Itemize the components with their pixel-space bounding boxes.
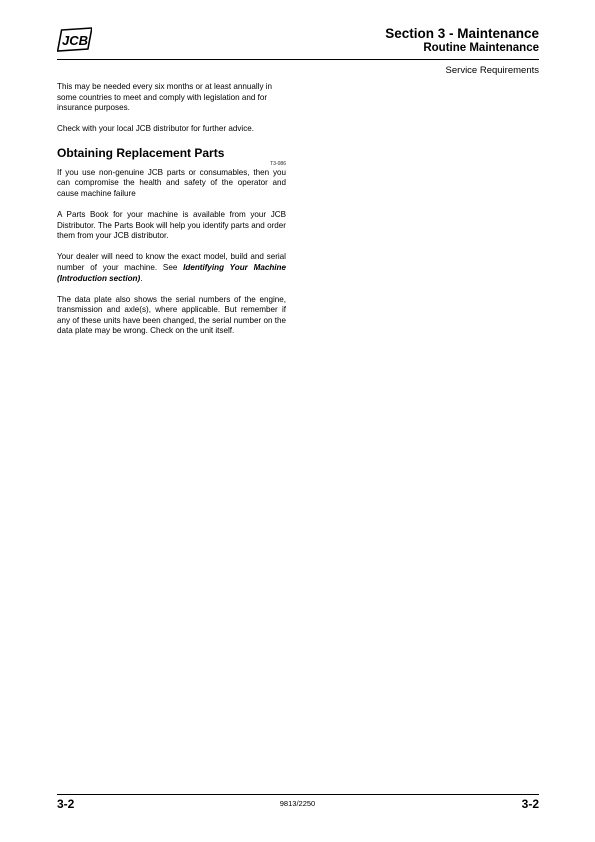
header-divider [57,59,539,60]
dealer-info-end: . [140,273,143,283]
paragraph-distributor-advice: Check with your local JCB distributor for further advice. [57,124,255,134]
document-number: 9813/2250 [279,799,316,808]
section-title: Section 3 - Maintenance [385,26,539,41]
topic-title: Service Requirements [445,65,539,76]
logo-text: JCB [61,33,89,48]
paragraph-dealer-info [57,252,286,284]
footer-divider [57,794,539,795]
paragraph-service-interval: This may be needed every six months or at least annually in some countries to meet and comply with legislation and for insurance purposes. [57,82,273,113]
paragraph-data-plate: The data plate also shows the serial numbers of the engine, transmission and axle(s), where applicable. But remember if any of these units have been changed, the serial number on the data plate may be wrong. Check on the unit itself. [57,294,286,336]
dealer-info-text: Your dealer will need to know the exact model, build and serial number of your machine. See [57,252,286,272]
page-number-right: 3-2 [521,797,539,811]
page-number-left: 3-2 [57,797,75,811]
heading-replacement-parts: Obtaining Replacement Parts [57,145,225,160]
paragraph-non-genuine-warning: If you use non-genuine JCB parts or consumables, then you can compromise the health and safety of the operator and cause machine failure [57,167,286,198]
reference-code: T3-086 [270,160,286,167]
paragraph-parts-book: A Parts Book for your machine is available from your JCB Distributor. The Parts Book will help you identify parts and order them from your JCB distributor. [57,209,286,241]
content-column [57,82,286,348]
identifying-machine-link[interactable]: Identifying Your Machine (Introduction section) [57,262,286,283]
jcb-logo [57,27,92,52]
subsection-title: Routine Maintenance [423,42,539,54]
